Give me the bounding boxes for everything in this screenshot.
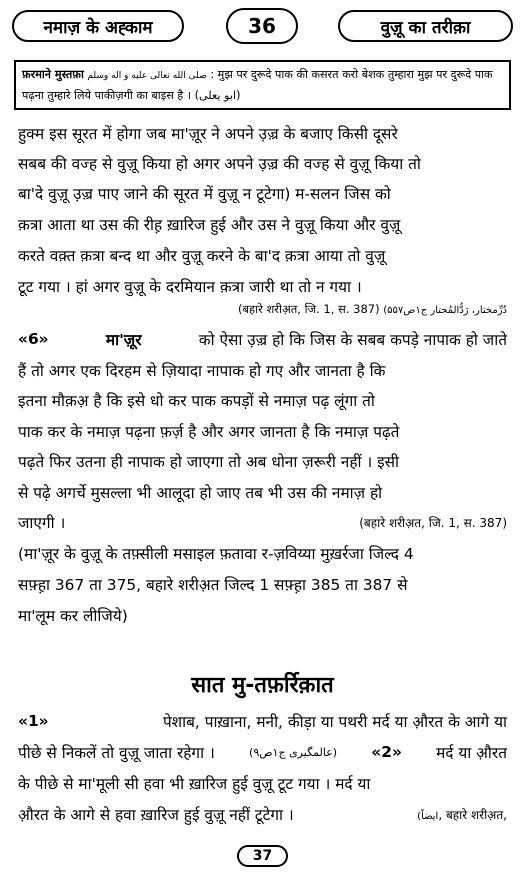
body-line: के पीछे से मा'मूली सी हवा भी ख़ारिज हुई वुज़ू टूट गया । मर्द या (18, 774, 371, 793)
hadith-source: (ابو یعلی) (194, 89, 241, 102)
body-line: टूट गया । हां अगर वुज़ू के दरमियान क़त्रा जारी था तो न गया । (18, 277, 362, 296)
body-line: सबब की वज्ह से वुज़ू किया हो अगर अपने उ़ज़्र की वज्ह से वुज़ू किया तो (18, 154, 421, 173)
reference-2: (बहारे शरीअ़त, जि. 1, स. 387) (359, 515, 507, 530)
reference-1 (238, 302, 507, 317)
body-line: मा'लूम कर लीजिये) (18, 606, 128, 625)
hadith-text: : मुझ पर दुरूदे पाक की कसरत करो बेशक तुम्हारा मुझ पर दुरूदे पाक पढ़ना तुम्हारे लिये पाकीज़गी का बाइस है । (22, 68, 493, 102)
footer-page-number: 37 (237, 845, 288, 867)
body-line-text: पेशाब, पाख़ाना, मनी, कीड़ा या पथरी मर्द या औ़रत के आगे या (162, 712, 507, 731)
header-left-title: नमाज़ के अह्काम (12, 10, 184, 42)
item-2-text: मर्द या औ़रत (436, 743, 507, 762)
reference-1-arabic: (دُرِّمختار، رَدُّالمُحتار ج۱ص۵۵۷ (383, 305, 507, 316)
section-heading: सात मु-तफ़र्रिक़ात (191, 673, 334, 698)
reference-end (417, 806, 507, 823)
body-line-text: औ़रत के आगे से हवा ख़ारिज हुई वुज़ू नहीं टूटेगा । (18, 805, 294, 824)
body-line: करते वक़्त क़त्रा बन्द था और वुज़ू करने के बा'द क़त्रा आया तो वुज़ू (18, 246, 386, 265)
body-line: सफ़्ह़ा 367 ता 375, बहारे शरीअ़त जिल्द 1 सफ़्ह़ा 385 ता 387 से (18, 575, 408, 594)
header-right-title: वुज़ू का तरीक़ा (338, 10, 513, 42)
item-6-number-badge: «6» (18, 330, 49, 348)
hadith-box (14, 60, 511, 110)
body-line: पढ़ते फिर उतना ही नापाक हो जाएगा तो अब धोना ज़रूरी नहीं । इसी (18, 452, 400, 471)
body-line: इतना मौक़अ़ है कि इसे धो कर पाक कपड़ों से नमाज़ पढ़ लूंगा तो (18, 391, 375, 410)
body-line: (मा'ज़ूर के वुज़ू के तफ़्सीली मसाइल फ़तावा र-ज़विय्या मुख़र्रजा जिल्द 4 (18, 544, 414, 563)
item-2-number-badge: «2» (371, 743, 402, 761)
hadith-label: फ़रमाने मुस्तफ़ा (22, 68, 84, 81)
reference-end-arabic: (ایضاً (417, 810, 439, 822)
item-1-line (18, 706, 507, 736)
hadith-honorific: صلى الله تعالى عليه و اله وسلم (87, 71, 207, 81)
reference-end-hindi: , बहारे शरीअ़त, (438, 807, 507, 822)
body-line-with-ref (18, 799, 507, 829)
item-6-line (18, 324, 507, 354)
item-6-lead: मा'ज़ूर (105, 330, 142, 349)
body-line-text: पीछे से निकलें तो वुज़ू जाता रहेगा । (18, 743, 215, 762)
body-line-text: को ऐसा उ़ज़्र हो कि जिस के सबब कपड़े नापाक हो जाते (198, 330, 507, 349)
body-line-text: जाएगी । (18, 513, 66, 532)
body-line: से पढ़े अगर्चे मुसल्ला भी आलूदा हो जाए तब भी उस की नमाज़ हो (18, 483, 383, 502)
body-line: बा'दे वुज़ू उ़ज़्र पाए जाने की सूरत में वुज़ू न टूटेगा) म-सलन जिस को (18, 184, 391, 203)
item-1-number-badge: «1» (18, 712, 49, 730)
body-line: हुक्म इस सूरत में होगा जब मा'ज़ूर ने अपने उ़ज़्र के बजाए किसी दूसरे (18, 124, 398, 143)
body-line: हैं तो अगर एक दिरहम से ज़ियादा नापाक हो गए और जानता है कि (18, 361, 386, 380)
reference-1-hindi: (बहारे शरीअ़त, जि. 1, स. 387) (237, 302, 380, 316)
body-line-with-ref (18, 507, 507, 537)
header-page-number: 36 (226, 8, 298, 44)
body-line: पाक कर के नमाज़ पढ़ना फ़र्ज़ है और अगर जानता है कि नमाज़ पढ़ते (18, 422, 400, 441)
item-2-line (18, 737, 507, 767)
reference-alamgiri: (عالمگیری ج۱ص۹) (249, 745, 338, 759)
body-line: क़त्रा आता था उस की रीह़ ख़ारिज हुई और उस ने वुज़ू किया और वुज़ू (18, 215, 401, 234)
